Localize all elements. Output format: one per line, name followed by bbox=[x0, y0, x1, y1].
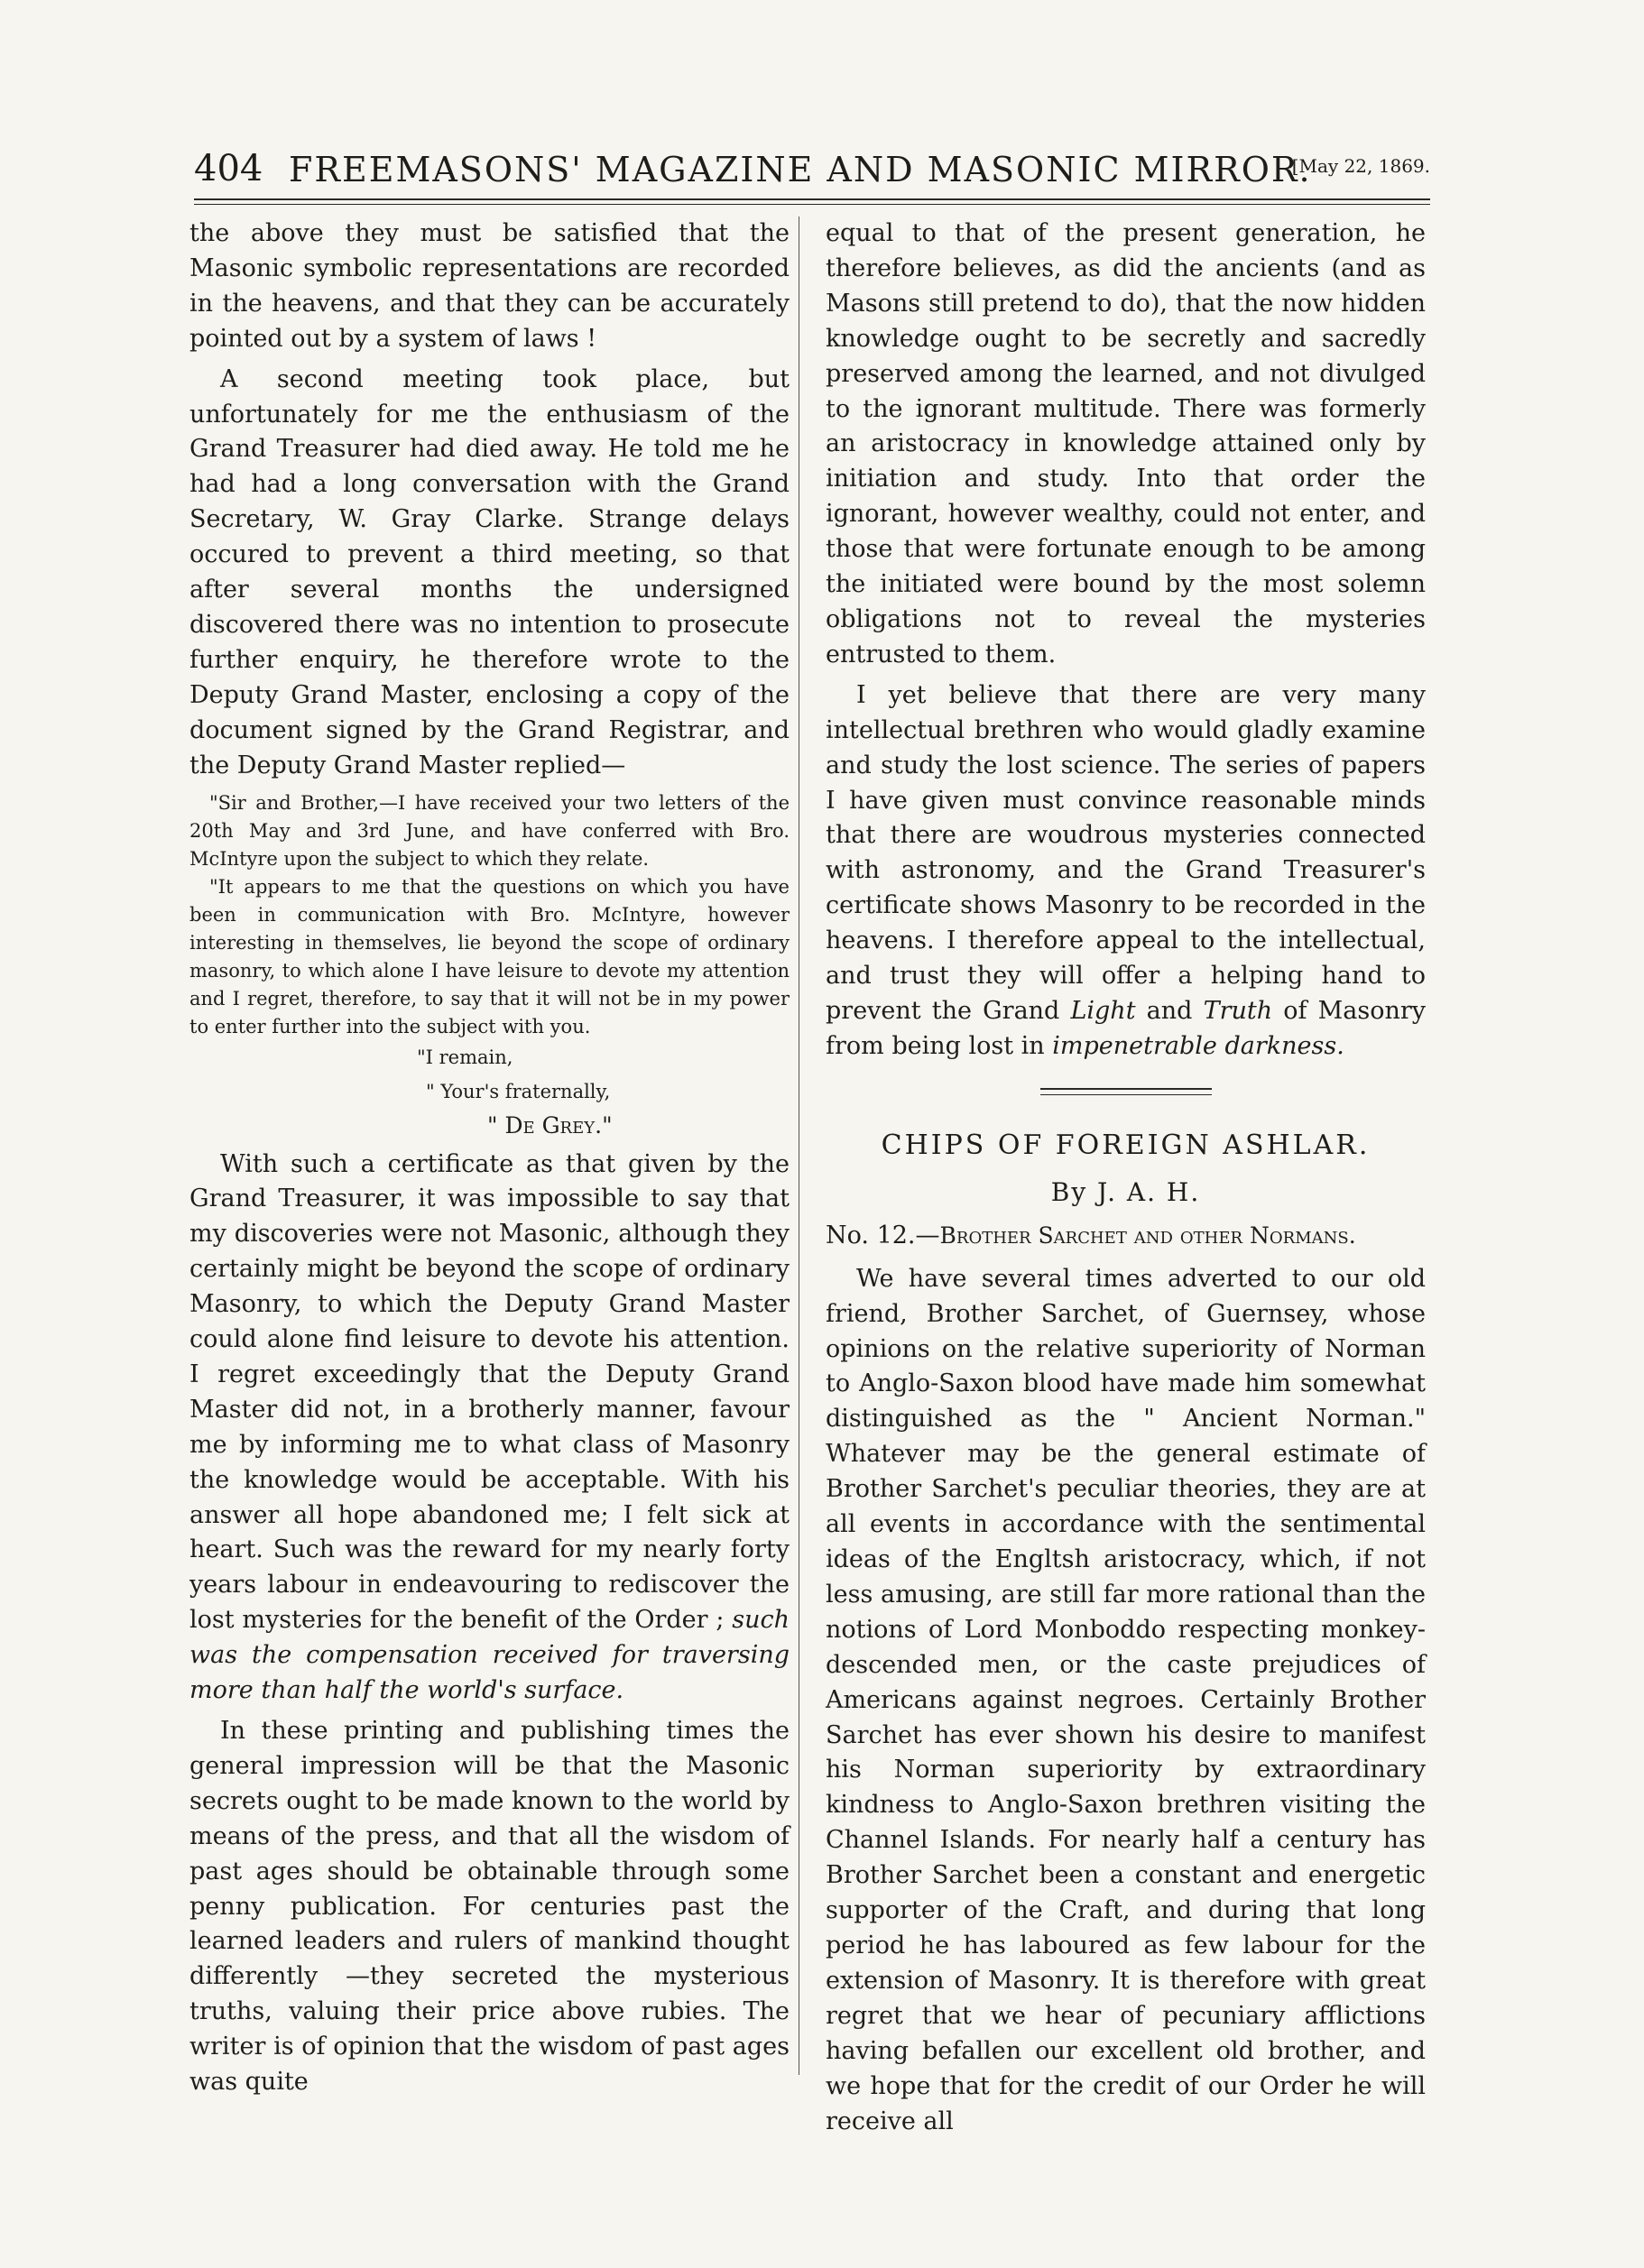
letter-quote: "It appears to me that the questions on which you have been in communication with Bro. McIntyre, however interesting in themselves, lie beyond the scope of ordinary masonry, to which alone I have leisure to devote my attention and I regret, therefore, to say that it will not be in my power to enter further into the subject with you. bbox=[189, 875, 790, 1037]
right-column bbox=[826, 217, 1426, 2144]
paragraph-italic: such was the compensation received for traversing more than half the world's surface. bbox=[189, 1606, 790, 1705]
paragraph: equal to that of the present generation, he therefore believes, as did the ancients (and as Masons still pretend to do), that the now hidden knowledge ought to be secretly and sacredly preserved among the learned, and not divulged to the ignorant multitude. There was formerly an aristocracy in knowledge attained only by initiation and study. Into that order the ignorant, however wealthy, could not enter, and those that were fortunate enough to be among the initiated were bound by the most solemn obligations not to reveal the mysteries entrusted to them. bbox=[826, 219, 1426, 668]
subheading-title: Brother Sarchet and other Normans. bbox=[939, 1222, 1356, 1249]
paragraph-italic: Light bbox=[1070, 996, 1136, 1025]
paragraph: the above they must be satisfied that the Masonic symbolic representations are recorded in the heavens, and that they can be accurately pointed out by a system of laws ! bbox=[189, 219, 790, 353]
paragraph: We have several times adverted to our old friend, Brother Sarchet, of Guernsey, whose opinions on the relative superiority of Norman to Anglo-Saxon blood have made him somewhat distinguished as the " Ancient Norman." Whatever may be the general estimate of Brother Sarchet's peculiar theories, they are at all events in accordance with the sentimental ideas of the Engltsh aristocracy, which, if not less amusing, are still far more rational than the notions of Lord Monboddo respecting monkey-descended men, or the caste prejudices of Americans against negroes. Certainly Brother Sarchet has ever shown his desire to manifest his Norman superiority by extraordinary kindness to Anglo-Saxon brethren visiting the Channel Islands. For nearly half a century has Brother Sarchet been a constant and energetic supporter of the Craft, and during that long period he has laboured as few labour for the extension of Masonry. It is therefore with great regret that we hear of pecuniary afflictions having befallen our excellent old brother, and we hope that for the credit of our Order he will receive all bbox=[826, 1264, 1426, 2135]
paragraph-italic: impenetrable darkness. bbox=[1052, 1031, 1344, 1060]
letter-signature: " De Grey." bbox=[487, 1111, 613, 1139]
header-rule-thin bbox=[194, 204, 1430, 205]
section-rule bbox=[1040, 1088, 1212, 1090]
page-number: 404 bbox=[194, 148, 263, 189]
paragraph bbox=[189, 1148, 790, 1710]
paragraph-text: I yet believe that there are very many intellectual brethren who would gladly examine and study the lost science. The series of papers I have given must convince reasonable minds that there are woudrous mysteries connected with astronomy, and the Grand Treasurer's certificate shows Masonry to be recorded in the heavens. I therefore appeal to the intellectual, and trust they will offer a helping hand to prevent the Grand bbox=[826, 680, 1426, 1025]
letter-closing: "I remain, bbox=[417, 1046, 513, 1068]
paragraph-text: of Masonry from being lost in bbox=[826, 996, 1426, 1060]
article-heading: CHIPS OF FOREIGN ASHLAR. bbox=[881, 1129, 1371, 1161]
section-rule-thin bbox=[1040, 1094, 1212, 1095]
subheading-number: No. 12.— bbox=[826, 1221, 940, 1249]
paragraph-text: and bbox=[1135, 996, 1204, 1025]
paragraph: In these printing and publishing times the general impression will be that the Masonic secrets ought to be made known to the world by means of the press, and that all the wisdom of past ages should be obtainable through some penny publication. For centuries past the learned leaders and rulers of mankind thought differently —they secreted the mysterious truths, valuing their price above rubies. The writer is of opinion that the wisdom of past ages was quite bbox=[189, 1717, 790, 2097]
paragraph-text: With such a certificate as that given by the Grand Treasurer, it was impossible to say that my discoveries were not Masonic, although they certainly might be beyond the scope of ordinary Masonry, to which the Deputy Grand Master could alone find leisure to devote his attention. I regret exceedingly that the Deputy Grand Master did not, in a brotherly manner, favour me by informing me to what class of Masonry the knowledge would be acceptable. With his answer all hope abandoned me; I felt sick at heart. Such was the reward for my nearly forty years labour in endeavouring to rediscover the lost mysteries for the benefit of the Order ; bbox=[189, 1149, 790, 1635]
article-subheading bbox=[826, 1222, 1426, 1249]
letter-closing: " Your's fraternally, bbox=[426, 1080, 611, 1102]
left-column bbox=[189, 217, 790, 2106]
paragraph-italic: Truth bbox=[1203, 996, 1273, 1025]
paragraph bbox=[826, 678, 1426, 1065]
paragraph: A second meeting took place, but unfortunately for me the enthusiasm of the Grand Treasurer had died away. He told me he had had a long conversation with the Grand Secretary, W. Gray Clarke. Strange delays occured to prevent a third meeting, so that after several months the undersigned discovered there was no intention to prosecute further enquiry, he therefore wrote to the Deputy Grand Master, enclosing a copy of the document signed by the Grand Registrar, and the Deputy Grand Master replied— bbox=[189, 364, 790, 779]
issue-date: [May 22, 1869. bbox=[1291, 155, 1430, 177]
header-rule bbox=[194, 198, 1430, 200]
page-header bbox=[194, 144, 1430, 198]
article-byline: By J. A. H. bbox=[1050, 1176, 1201, 1207]
magazine-title: FREEMASONS' MAGAZINE AND MASONIC MIRROR. bbox=[289, 150, 1312, 189]
letter-quote: "Sir and Brother,—I have received your two letters of the 20th May and 3rd June, and have conferred with Bro. McIntyre upon the subject to which they relate. bbox=[189, 791, 790, 870]
